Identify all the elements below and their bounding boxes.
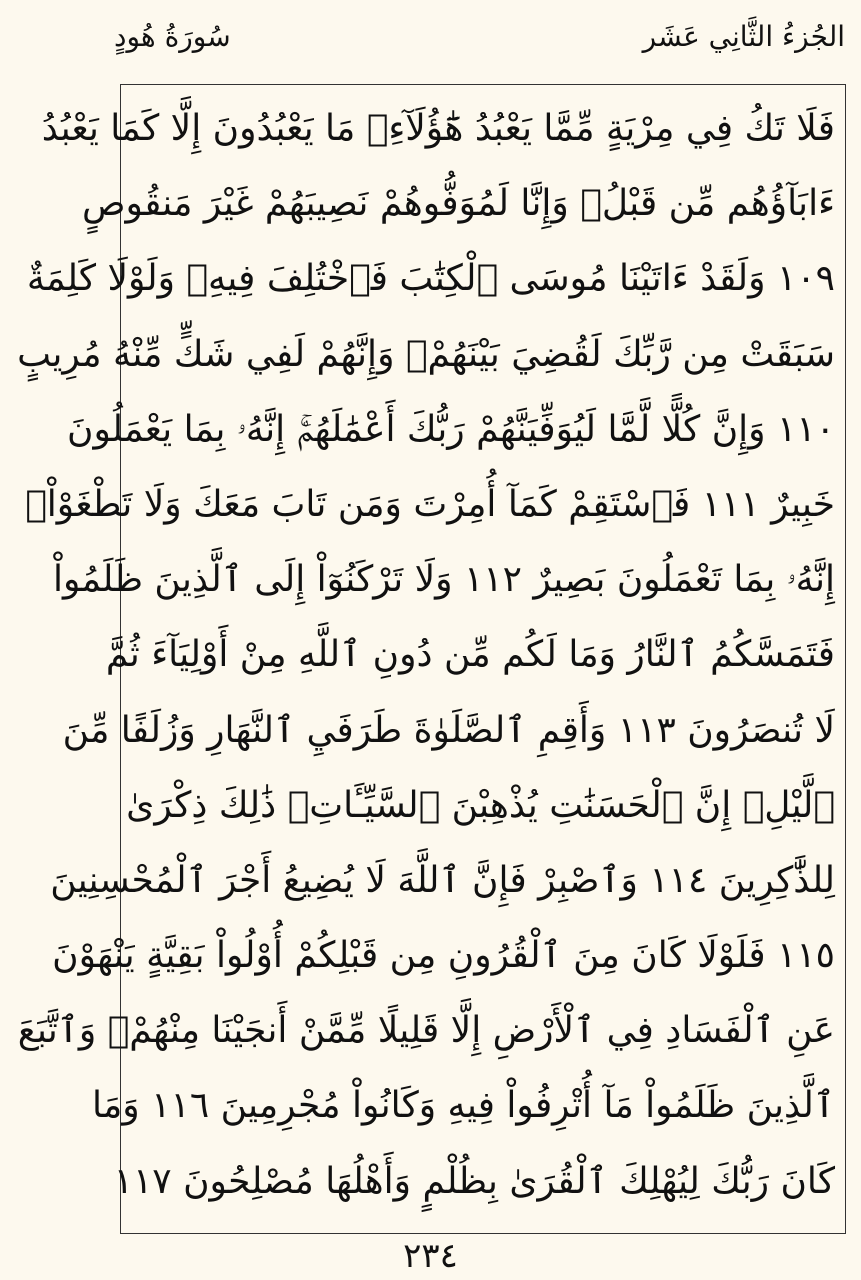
juz-title: الجُزءُ الثَّانِي عَشَر	[642, 20, 845, 53]
text-line-8: فَتَمَسَّكُمُ ٱلنَّارُ وَمَا لَكُم مِّن دُونِ ٱللَّهِ مِنْ أَوْلِيَآءَ ثُمَّ	[105, 634, 835, 676]
text-line-14: ٱلَّذِينَ ظَلَمُواْ مَآ أُتْرِفُواْ فِيهِ وَكَانُواْ مُجْرِمِينَ ١١٦ وَمَا	[92, 1085, 835, 1127]
page-number: ٢٣٤	[403, 1236, 458, 1276]
text-line-15: كَانَ رَبُّكَ لِيُهْلِكَ ٱلْقُرَىٰ بِظُلْمٍ وَأَهْلُهَا مُصْلِحُونَ ١١٧	[113, 1160, 835, 1202]
text-line-10: ٱلَّيْلِۚ إِنَّ ٱلْحَسَنَٰتِ يُذْهِبْنَ ٱلسَّيِّـَٔاتِۚ ذَٰلِكَ ذِكْرَىٰ	[126, 784, 835, 826]
text-line-4: سَبَقَتْ مِن رَّبِّكَ لَقُضِيَ بَيْنَهُمْۚ وَإِنَّهُمْ لَفِي شَكٍّ مِّنْهُ مُرِيبٍ	[17, 333, 835, 375]
text-line-13: عَنِ ٱلْفَسَادِ فِي ٱلْأَرْضِ إِلَّا قَلِيلًا مِّمَّنْ أَنجَيْنَا مِنْهُمْۗ وَٱتَّبَعَ	[17, 1010, 835, 1052]
text-line-5: ١١٠ وَإِنَّ كُلًّا لَّمَّا لَيُوَفِّيَنَّهُمْ رَبُّكَ أَعْمَٰلَهُمْۚ إِنَّهُۥ بِمَا يَعْمَلُونَ	[67, 408, 835, 450]
text-line-2: ءَابَآؤُهُم مِّن قَبْلُۚ وَإِنَّا لَمُوَفُّوهُمْ نَصِيبَهُمْ غَيْرَ مَنقُوصٍ	[81, 183, 835, 225]
text-frame	[17, 84, 846, 1234]
text-line-3: ١٠٩ وَلَقَدْ ءَاتَيْنَا مُوسَى ٱلْكِتَٰبَ فَٱخْتُلِفَ فِيهِۚ وَلَوْلَا كَلِمَةٌ	[26, 258, 835, 300]
text-line-12: ١١٥ فَلَوْلَا كَانَ مِنَ ٱلْقُرُونِ مِن قَبْلِكُمْ أُوْلُواْ بَقِيَّةٍ يَنْهَوْنَ	[52, 935, 835, 977]
text-line-1: فَلَا تَكُ فِي مِرْيَةٍ مِّمَّا يَعْبُدُ هَٰٓؤُلَآءِۚ مَا يَعْبُدُونَ إِلَّا كَمَا يَعْبُدُ	[41, 108, 835, 149]
page-header	[0, 14, 861, 58]
text-line-11: لِلذَّٰكِرِينَ ١١٤ وَٱصْبِرْ فَإِنَّ ٱللَّهَ لَا يُضِيعُ أَجْرَ ٱلْمُحْسِنِينَ	[50, 859, 835, 901]
text-line-9: لَا تُنصَرُونَ ١١٣ وَأَقِمِ ٱلصَّلَوٰةَ طَرَفَيِ ٱلنَّهَارِ وَزُلَفًا مِّنَ	[62, 709, 835, 751]
verse-lines	[17, 91, 835, 1219]
text-line-7: إِنَّهُۥ بِمَا تَعْمَلُونَ بَصِيرٌ ١١٢ وَلَا تَرْكَنُوٓاْ إِلَى ٱلَّذِينَ ظَلَمُواْ	[53, 559, 835, 601]
text-line-6: خَبِيرٌ ١١١ فَٱسْتَقِمْ كَمَآ أُمِرْتَ وَمَن تَابَ مَعَكَ وَلَا تَطْغَوْاْۚ	[25, 483, 835, 525]
surah-title: سُورَةُ هُودٍ	[114, 20, 231, 53]
